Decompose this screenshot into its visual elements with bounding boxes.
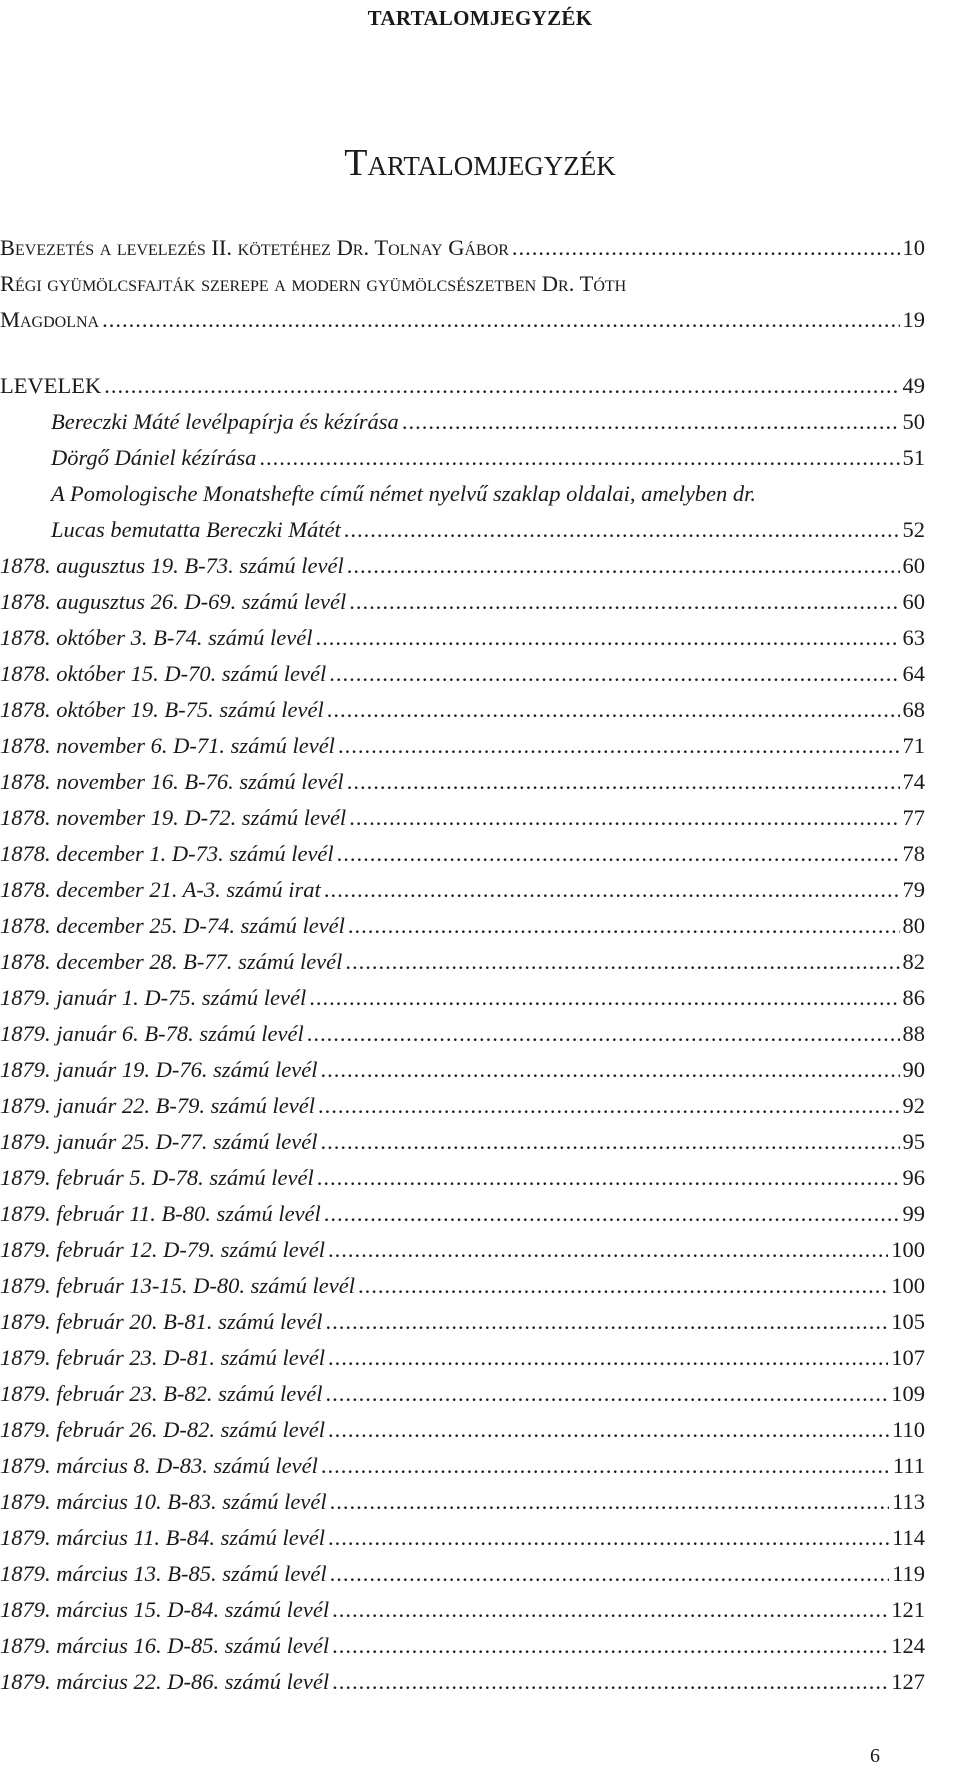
- toc-entry-letter[interactable]: [0, 1196, 925, 1232]
- toc-entry-label-line2: Magdolna: [0, 307, 100, 332]
- toc-entry-label: 1879. március 13. B-85. számú levél: [0, 1561, 327, 1586]
- toc-entry-page: 127: [891, 1669, 925, 1694]
- toc-entry-label-line1: A Pomologische Monatshefte című német nyelvű szaklap oldalai, amelyben dr.: [51, 481, 757, 506]
- dot-leader: [332, 1592, 888, 1628]
- dot-leader: [309, 980, 899, 1016]
- toc-entry-page: 52: [902, 517, 925, 542]
- toc-entry-label: 1879. január 25. D-77. számú levél: [0, 1129, 318, 1154]
- page-number: 6: [870, 1745, 880, 1767]
- toc-entry-page: 124: [891, 1633, 925, 1658]
- dot-leader: [315, 620, 899, 656]
- toc-entry-label-line2: Lucas bemutatta Bereczki Mátét: [51, 517, 341, 542]
- toc-subentry[interactable]: [0, 440, 925, 476]
- toc-entry-label: 1878. november 19. D-72. számú levél: [0, 805, 347, 830]
- toc-entry-letter[interactable]: [0, 800, 925, 836]
- toc-entry-page: 92: [902, 1093, 925, 1118]
- toc-entry-page: 60: [902, 553, 925, 578]
- toc-entry-label: Bereczki Máté levélpapírja és kézírása: [51, 409, 399, 434]
- dot-leader: [347, 764, 900, 800]
- toc-subentry[interactable]: [0, 476, 925, 548]
- toc-entry-letter[interactable]: [0, 1160, 925, 1196]
- dot-leader: [328, 1340, 888, 1376]
- toc-entry-page: 78: [902, 841, 925, 866]
- toc-entry-letter[interactable]: [0, 872, 925, 908]
- toc-entry-label: 1879. február 5. D-78. számú levél: [0, 1165, 314, 1190]
- toc-entry-letter[interactable]: [0, 944, 925, 980]
- toc-entry-page: 50: [902, 409, 925, 434]
- toc-entry-letter[interactable]: [0, 728, 925, 764]
- dot-leader: [328, 1520, 889, 1556]
- dot-leader: [332, 1664, 888, 1700]
- dot-leader: [325, 1376, 888, 1412]
- toc-entry-page: 114: [892, 1525, 925, 1550]
- dot-leader: [348, 908, 900, 944]
- toc-entry-page: 105: [891, 1309, 925, 1334]
- toc-entry-letter[interactable]: [0, 1448, 925, 1484]
- toc-entry-letter[interactable]: [0, 908, 925, 944]
- dot-leader: [330, 1556, 889, 1592]
- toc-entry-label: 1878. október 15. D-70. számú levél: [0, 661, 327, 686]
- toc-entry-letter[interactable]: [0, 620, 925, 656]
- dot-leader: [104, 368, 899, 404]
- toc-entry-page: 77: [902, 805, 925, 830]
- toc-entry-letter[interactable]: [0, 548, 925, 584]
- toc-entry-letter[interactable]: [0, 1664, 925, 1700]
- toc-entry-levelek[interactable]: [0, 368, 925, 404]
- toc-entry-label: 1879. február 26. D-82. számú levél: [0, 1417, 325, 1442]
- toc-entry-letter[interactable]: [0, 1232, 925, 1268]
- dot-leader: [349, 800, 899, 836]
- toc-entry-label: 1879. február 23. B-82. számú levél: [0, 1381, 323, 1406]
- dot-leader: [325, 1304, 888, 1340]
- toc-entry-page: 80: [902, 913, 925, 938]
- toc-entry-label: 1878. október 19. B-75. számú levél: [0, 697, 324, 722]
- dot-leader: [338, 728, 900, 764]
- dot-leader: [329, 656, 899, 692]
- dot-leader: [332, 1628, 888, 1664]
- toc-entry-letter[interactable]: [0, 1088, 925, 1124]
- toc-entry-label-line1: Régi gyümölcsfajták szerepe a modern gyümölcsészetben Dr. Tóth: [0, 271, 627, 296]
- dot-leader: [349, 584, 899, 620]
- toc-entry-letter[interactable]: [0, 1592, 925, 1628]
- toc-entry-page: 71: [902, 733, 925, 758]
- dot-leader: [358, 1268, 888, 1304]
- toc-entry-letter[interactable]: [0, 1016, 925, 1052]
- toc-entry-introduction[interactable]: [0, 230, 925, 266]
- toc-entry-page: 109: [891, 1381, 925, 1406]
- toc-entry-label: Bevezetés a levelezés II. kötetéhez Dr. Tolnay Gábor: [0, 235, 509, 260]
- toc-entry-label: 1878. október 3. B-74. számú levél: [0, 625, 313, 650]
- toc-entry-page: 88: [902, 1021, 925, 1046]
- toc-entry-letter[interactable]: [0, 1304, 925, 1340]
- toc-entry-label: 1879. január 1. D-75. számú levél: [0, 985, 307, 1010]
- toc-entry-page: 60: [902, 589, 925, 614]
- dot-leader: [512, 230, 900, 266]
- toc-entry-label: 1879. január 22. B-79. számú levél: [0, 1093, 315, 1118]
- toc-entry-page: 110: [892, 1417, 925, 1442]
- dot-leader: [324, 1196, 900, 1232]
- toc-entry-page: 51: [902, 445, 925, 470]
- toc-entry-line2: [0, 302, 925, 338]
- toc-entry-page: 107: [891, 1345, 925, 1370]
- toc-entry-letter[interactable]: [0, 1124, 925, 1160]
- toc-entry-letter[interactable]: [0, 692, 925, 728]
- toc-entry-label: 1878. november 16. B-76. számú levél: [0, 769, 344, 794]
- letters-list: [0, 548, 925, 1700]
- dot-leader: [347, 548, 900, 584]
- toc-entry-page: 19: [902, 307, 925, 332]
- toc-entry-label: 1878. november 6. D-71. számú levél: [0, 733, 335, 758]
- dot-leader: [344, 512, 900, 548]
- dot-leader: [345, 944, 899, 980]
- toc-entry-letter[interactable]: [0, 1340, 925, 1376]
- dot-leader: [320, 1052, 899, 1088]
- toc-entry-page: 10: [902, 235, 925, 260]
- running-header: TARTALOMJEGYZÉK: [367, 6, 593, 30]
- toc-entry-page: 121: [891, 1597, 925, 1622]
- toc-entry-page: 68: [902, 697, 925, 722]
- toc-entry-letter[interactable]: [0, 836, 925, 872]
- toc-entry-old-fruit-varieties[interactable]: [0, 266, 925, 338]
- toc-entry-label: 1879. február 20. B-81. számú levél: [0, 1309, 323, 1334]
- toc-entry-label: 1878. december 1. D-73. számú levél: [0, 841, 334, 866]
- toc-entry-letter[interactable]: [0, 1268, 925, 1304]
- toc-entry-label: 1878. december 25. D-74. számú levél: [0, 913, 345, 938]
- toc-entry-letter[interactable]: [0, 1628, 925, 1664]
- toc-entry-letter[interactable]: [0, 764, 925, 800]
- toc-entry-page: 86: [902, 985, 925, 1010]
- toc-entry-page: 96: [902, 1165, 925, 1190]
- toc-entry-page: 100: [891, 1237, 925, 1262]
- toc-entry-label: 1879. február 11. B-80. számú levél: [0, 1201, 321, 1226]
- dot-leader: [317, 1160, 900, 1196]
- dot-leader: [328, 1412, 889, 1448]
- toc-entry-letter[interactable]: [0, 656, 925, 692]
- dot-leader: [259, 440, 899, 476]
- toc-entry-label: 1879. március 11. B-84. számú levél: [0, 1525, 325, 1550]
- dot-leader: [320, 1124, 899, 1160]
- toc-entry-page: 113: [892, 1489, 925, 1514]
- toc-entry-letter[interactable]: [0, 584, 925, 620]
- toc-entry-label: 1879. február 23. D-81. számú levél: [0, 1345, 325, 1370]
- toc-entry-letter[interactable]: [0, 1052, 925, 1088]
- dot-leader: [318, 1088, 900, 1124]
- toc-entry-letter[interactable]: [0, 1484, 925, 1520]
- dot-leader: [102, 302, 899, 338]
- page-title: Tartalomjegyzék: [344, 142, 616, 185]
- toc-entry-label: 1879. március 16. D-85. számú levél: [0, 1633, 330, 1658]
- toc-entry-line2: [0, 512, 925, 548]
- toc-entry-label: 1879. március 8. D-83. számú levél: [0, 1453, 318, 1478]
- toc-entry-label: 1879. március 15. D-84. számú levél: [0, 1597, 330, 1622]
- toc-entry-label: LEVELEK: [0, 373, 102, 398]
- dot-leader: [337, 836, 900, 872]
- toc-entry-page: 49: [902, 373, 925, 398]
- dot-leader: [327, 692, 900, 728]
- toc-entry-page: 79: [902, 877, 925, 902]
- toc-entry-label: 1878. december 28. B-77. számú levél: [0, 949, 343, 974]
- dot-leader: [330, 1484, 889, 1520]
- toc-entry-letter[interactable]: [0, 1376, 925, 1412]
- toc-entry-page: 64: [902, 661, 925, 686]
- toc-entry-page: 119: [892, 1561, 925, 1586]
- toc-entry-page: 99: [902, 1201, 925, 1226]
- toc-entry-label: 1878. augusztus 19. B-73. számú levél: [0, 553, 344, 578]
- table-of-contents: [0, 230, 925, 1700]
- toc-entry-letter[interactable]: [0, 980, 925, 1016]
- toc-entry-letter[interactable]: [0, 1556, 925, 1592]
- toc-entry-letter[interactable]: [0, 1520, 925, 1556]
- toc-entry-label: Dörgő Dániel kézírása: [51, 445, 257, 470]
- toc-entry-page: 111: [892, 1453, 925, 1478]
- toc-entry-page: 100: [891, 1273, 925, 1298]
- toc-entry-label: 1879. január 6. B-78. számú levél: [0, 1021, 304, 1046]
- toc-entry-page: 82: [902, 949, 925, 974]
- toc-subentry[interactable]: [0, 404, 925, 440]
- dot-leader: [324, 872, 900, 908]
- toc-entry-letter[interactable]: [0, 1412, 925, 1448]
- toc-entry-page: 90: [902, 1057, 925, 1082]
- toc-entry-page: 95: [902, 1129, 925, 1154]
- dot-leader: [321, 1448, 890, 1484]
- toc-entry-label: 1878. augusztus 26. D-69. számú levél: [0, 589, 347, 614]
- toc-entry-label: 1879. március 22. D-86. számú levél: [0, 1669, 330, 1694]
- dot-leader: [402, 404, 900, 440]
- toc-entry-label: 1878. december 21. A-3. számú irat: [0, 877, 321, 902]
- toc-entry-page: 74: [902, 769, 925, 794]
- dot-leader: [307, 1016, 900, 1052]
- toc-entry-page: 63: [902, 625, 925, 650]
- dot-leader: [328, 1232, 888, 1268]
- toc-entry-label: 1879. február 13-15. D-80. számú levél: [0, 1273, 355, 1298]
- toc-entry-label: 1879. február 12. D-79. számú levél: [0, 1237, 325, 1262]
- toc-entry-label: 1879. március 10. B-83. számú levél: [0, 1489, 327, 1514]
- toc-entry-label: 1879. január 19. D-76. számú levél: [0, 1057, 318, 1082]
